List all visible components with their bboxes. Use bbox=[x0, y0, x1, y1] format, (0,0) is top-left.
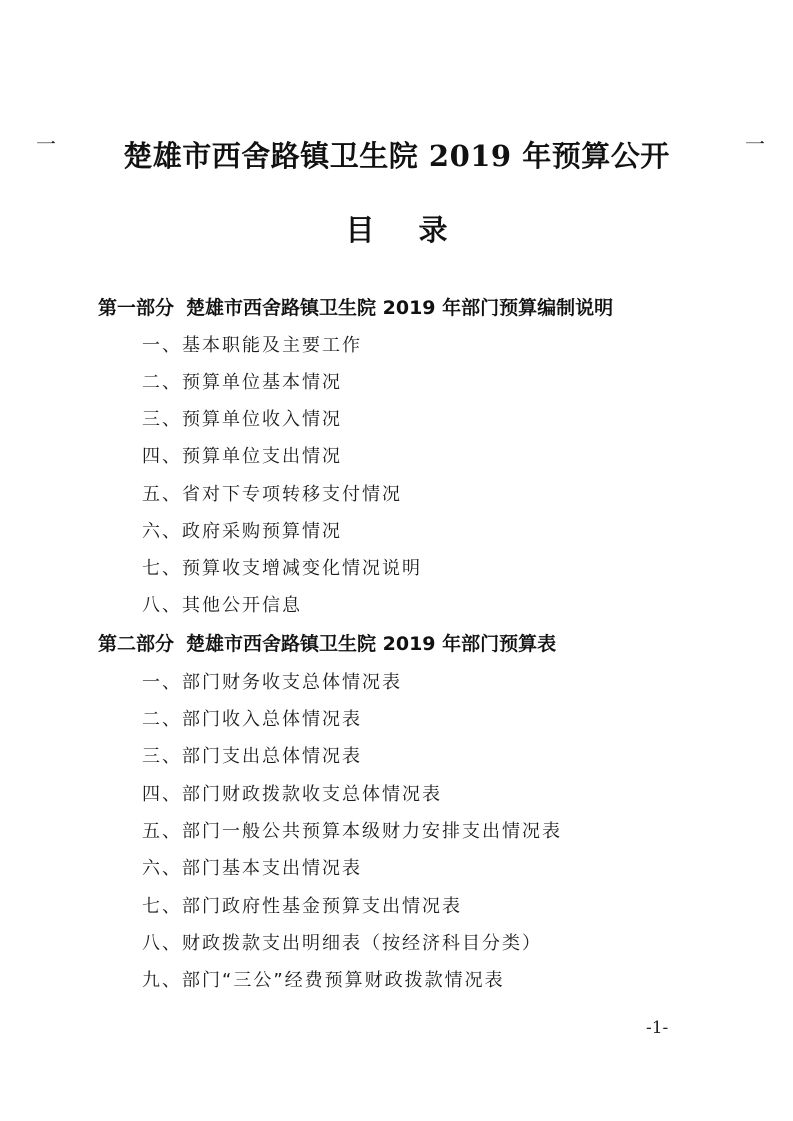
toc-part-1-item: 六、政府采购预算情况 bbox=[142, 521, 342, 542]
toc-part-2-item: 三、部门支出总体情况表 bbox=[142, 746, 362, 767]
toc-part-1-item: 三、预算单位收入情况 bbox=[142, 409, 342, 430]
toc-part-1-title: 楚雄市西舍路镇卫生院 2019 年部门预算编制说明 bbox=[186, 297, 614, 319]
toc-part-1-number: 第一部分 bbox=[98, 297, 175, 319]
toc-part-1-item: 七、预算收支增减变化情况说明 bbox=[142, 558, 422, 579]
toc-part-2-item: 八、财政拨款支出明细表（按经济科目分类） bbox=[142, 933, 542, 954]
toc-part-2-title: 楚雄市西舍路镇卫生院 2019 年部门预算表 bbox=[186, 633, 557, 655]
toc-part-2-item: 四、部门财政拨款收支总体情况表 bbox=[142, 784, 442, 805]
toc-part-1-item: 四、预算单位支出情况 bbox=[142, 446, 342, 467]
toc-part-1-item: 八、其他公开信息 bbox=[142, 595, 302, 616]
toc-heading bbox=[0, 210, 793, 250]
toc-part-2-item: 九、部门“三公”经费预算财政拨款情况表 bbox=[142, 970, 505, 991]
toc-part-2-item: 七、部门政府性基金预算支出情况表 bbox=[142, 896, 462, 917]
toc-part-2-item: 一、部门财务收支总体情况表 bbox=[142, 672, 402, 693]
toc-part-2-item: 六、部门基本支出情况表 bbox=[142, 858, 362, 879]
right-margin-mark: 一 bbox=[745, 132, 765, 156]
page-number: -1- bbox=[646, 1018, 669, 1038]
document-title: 楚雄市西舍路镇卫生院 2019 年预算公开 bbox=[123, 139, 670, 173]
toc-part-1-heading bbox=[98, 293, 613, 323]
toc-part-2-heading bbox=[98, 629, 556, 659]
toc-heading-char-1: 目 bbox=[345, 213, 375, 247]
toc-part-1-item: 一、基本职能及主要工作 bbox=[142, 335, 362, 356]
toc-part-1-item: 二、预算单位基本情况 bbox=[142, 372, 342, 393]
left-margin-mark: 一 bbox=[36, 132, 56, 156]
toc-heading-char-2: 录 bbox=[418, 213, 448, 247]
toc-part-2-item: 二、部门收入总体情况表 bbox=[142, 709, 362, 730]
toc-part-2-number: 第二部分 bbox=[98, 633, 175, 655]
toc-part-1-item: 五、省对下专项转移支付情况 bbox=[142, 484, 402, 505]
toc-part-2-item: 五、部门一般公共预算本级财力安排支出情况表 bbox=[142, 821, 562, 842]
